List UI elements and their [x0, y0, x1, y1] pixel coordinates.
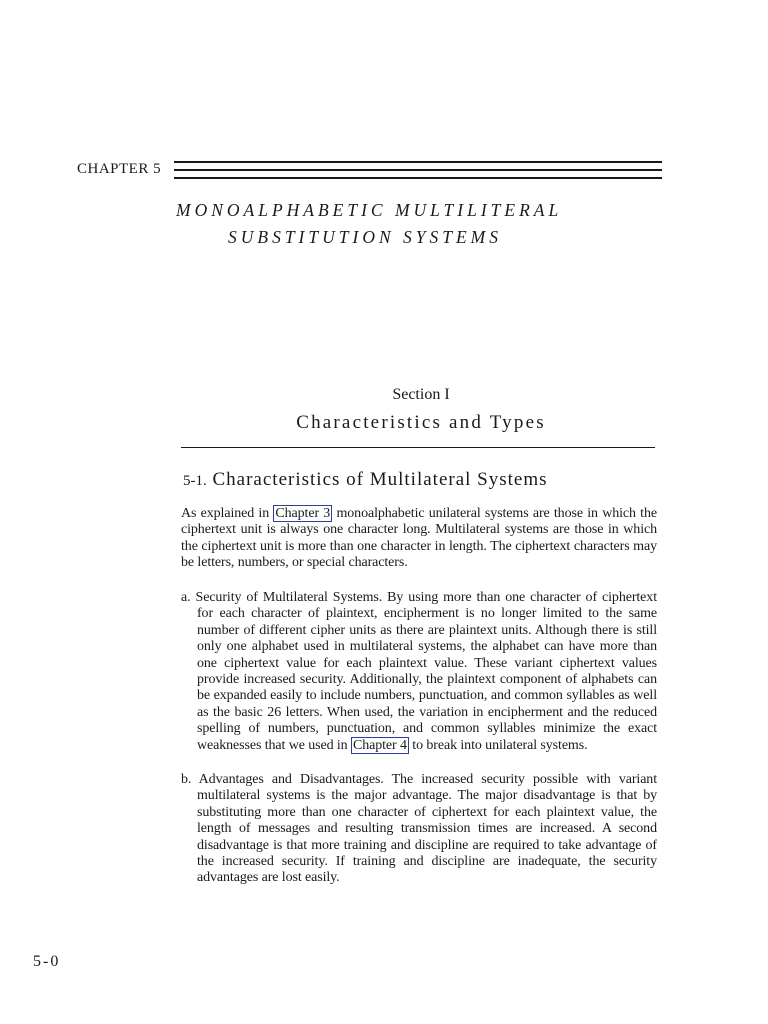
chapter-4-link[interactable]: Chapter 4: [352, 737, 407, 753]
chapter-rule-middle: [174, 169, 662, 171]
chapter-title-line-2: SUBSTITUTION SYSTEMS: [228, 227, 502, 247]
chapter-header-rules: [174, 158, 662, 182]
chapter-rule-top: [174, 161, 662, 163]
chapter-3-link[interactable]: Chapter 3: [275, 506, 331, 521]
section-title: Characteristics and Types: [296, 412, 546, 433]
chapter-rule-bottom: [174, 177, 662, 179]
paragraph-heading: [183, 469, 548, 491]
intro-paragraph: [181, 506, 657, 572]
paragraph-heading-title: Characteristics of Multilateral Systems: [212, 469, 548, 490]
section-divider: [181, 447, 655, 448]
paragraph-a-text-rest: to break into unilateral systems.: [408, 737, 588, 753]
paragraph-a-text-start: a. Security of Multilateral Systems. By using more than one character of ciphertext for each character of plaintext, encipherment is no longer limited to the same number of different cipher units as there are plaintext units. Although there is still only one alphabet used in multilateral systems, the alphabet can have more than one ciphertext value for each plaintext value. These variant ciphertext values provide increased security. Additionally, the plaintext component of alphabets can be expanded easily to include numbers, punctuation, and common syllables as well as the basic 26 letters. When used, the variation in encipherment and the reduced spelling of numbers, punctuation, and common syllables minimize the exact weaknesses that we used in: [181, 590, 657, 753]
paragraph-b: b. Advantages and Disadvantages. The increased security possible with variant multilateral systems is the major advantage. The major disadvantage is that by substituting more than one character of ciphertext for each plaintext value, the length of messages and resulting transmission times are increased. A second disadvantage is that more training and discipline are required to take advantage of the increased security. If training and discipline are inadequate, the security advantages are lost easily.: [181, 772, 657, 886]
chapter-title-line-1: MONOALPHABETIC MULTILITERAL: [176, 200, 563, 220]
page-number: 5-0: [33, 953, 61, 970]
paragraph-a: [181, 590, 657, 754]
intro-text-start: As explained in: [181, 506, 274, 521]
paragraph-number: 5-1.: [183, 473, 207, 489]
section-label: Section I: [392, 386, 450, 403]
intro-text-rest: monoalphabetic unilateral systems are those in which the ciphertext unit is always one character long. Multilateral systems are those in which the ciphertext unit is more than one character in length. The ciphertext characters may be letters, numbers, or special characters.: [181, 506, 657, 571]
chapter-label: CHAPTER 5: [77, 161, 162, 177]
